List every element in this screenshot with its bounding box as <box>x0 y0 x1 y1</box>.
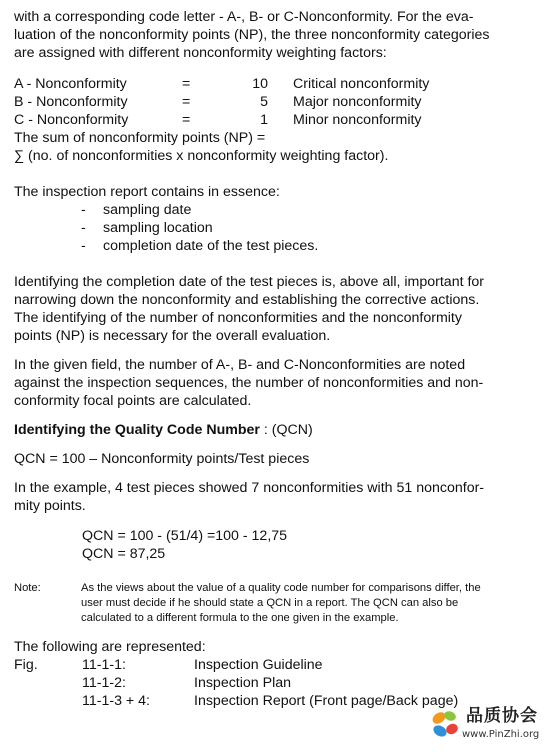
note-line-2: user must decide if he should state a QCN in a report. The QCN can also be <box>81 597 459 609</box>
weighting-row-a <box>14 75 546 93</box>
row-value: 5 <box>260 94 268 110</box>
sum-line-1: The sum of nonconformity points (NP) = <box>14 130 266 146</box>
list-item-text: sampling location <box>103 220 213 236</box>
field-line-3: conformity focal points are calculated. <box>14 393 252 409</box>
field-paragraph <box>14 356 546 410</box>
dash-bullet: - <box>81 202 86 218</box>
example-line-2: mity points. <box>14 498 86 514</box>
intro-paragraph <box>14 8 546 62</box>
row-description: Major nonconformity <box>293 94 422 110</box>
watermark-chinese-text: 品质协会 <box>466 706 538 726</box>
field-line-2: against the inspection sequences, the number of nonconformities and non- <box>14 375 484 391</box>
figure-row <box>14 656 546 674</box>
field-line-1: In the given field, the number of A-, B- and C-Nonconformities are noted <box>14 357 466 373</box>
figure-row <box>14 674 546 692</box>
row-description: Critical nonconformity <box>293 76 430 92</box>
calc-line-2: QCN = 87,25 <box>82 546 166 562</box>
figure-description: Inspection Plan <box>194 675 292 691</box>
row-value: 1 <box>260 112 268 128</box>
note-text <box>81 581 546 626</box>
report-intro: The inspection report contains in essence: <box>14 184 280 200</box>
qcn-formula: QCN = 100 – Nonconformity points/Test pieces <box>14 451 310 467</box>
note-line-1: As the views about the value of a quality code number for comparisons differ, the <box>81 582 481 594</box>
note-label: Note: <box>14 582 41 594</box>
dash-bullet: - <box>81 238 86 254</box>
intro-line-3: are assigned with different nonconformity weighting factors: <box>14 45 387 61</box>
figure-prefix: Fig. <box>14 657 38 673</box>
qcn-heading <box>14 421 546 439</box>
row-equals: = <box>182 76 191 92</box>
figure-description: Inspection Report (Front page/Back page) <box>194 693 459 709</box>
list-item <box>14 201 546 219</box>
figure-number: 11-1-3 + 4: <box>82 693 150 709</box>
example-line-1: In the example, 4 test pieces showed 7 nonconformities with 51 nonconfor- <box>14 480 485 496</box>
weighting-factor-table <box>14 75 546 129</box>
list-item-text: sampling date <box>103 202 192 218</box>
row-label: A - Nonconformity <box>14 76 127 92</box>
identifying-paragraph <box>14 273 546 345</box>
identifying-line-2: narrowing down the nonconformity and establishing the corrective actions. <box>14 292 480 308</box>
note-block <box>14 581 546 626</box>
watermark-url: www.PinZhi.org <box>462 729 540 740</box>
identifying-line-1: Identifying the completion date of the test pieces is, above all, important for <box>14 274 485 290</box>
qcn-calculation <box>14 527 546 563</box>
row-label: B - Nonconformity <box>14 94 128 110</box>
figure-description: Inspection Guideline <box>194 657 323 673</box>
qcn-example-paragraph <box>14 479 546 515</box>
figures-intro: The following are represented: <box>14 639 206 655</box>
row-label: C - Nonconformity <box>14 112 129 128</box>
pinzhi-logo-icon <box>428 708 462 742</box>
row-equals: = <box>182 112 191 128</box>
report-items-list <box>14 201 546 255</box>
dash-bullet: - <box>81 220 86 236</box>
figure-number: 11-1-1: <box>82 657 126 673</box>
weighting-row-c <box>14 111 546 129</box>
sum-line-2: ∑ (no. of nonconformities x nonconformity weighting factor). <box>14 148 389 164</box>
identifying-line-4: points (NP) is necessary for the overall evaluation. <box>14 328 331 344</box>
qcn-heading-bold: Identifying the Quality Code Number <box>14 422 260 438</box>
calc-line-1: QCN = 100 - (51/4) =100 - 12,75 <box>82 528 288 544</box>
intro-line-1: with a corresponding code letter - A-, B- or C-Nonconformity. For the eva- <box>14 9 474 25</box>
list-item <box>14 237 546 255</box>
list-item-text: completion date of the test pieces. <box>103 238 319 254</box>
row-equals: = <box>182 94 191 110</box>
weighting-row-b <box>14 93 546 111</box>
intro-line-2: luation of the nonconformity points (NP), the three nonconformity categories <box>14 27 490 43</box>
sum-paragraph <box>14 129 546 165</box>
row-value: 10 <box>252 76 268 92</box>
list-item <box>14 219 546 237</box>
watermark <box>428 706 550 746</box>
row-description: Minor nonconformity <box>293 112 422 128</box>
figure-number: 11-1-2: <box>82 675 126 691</box>
identifying-line-3: The identifying of the number of nonconformities and the nonconformity <box>14 310 462 326</box>
qcn-heading-rest: : (QCN) <box>259 422 313 438</box>
document-body <box>14 8 546 710</box>
note-line-3: calculated to a different formula to the one given in the example. <box>81 612 399 624</box>
